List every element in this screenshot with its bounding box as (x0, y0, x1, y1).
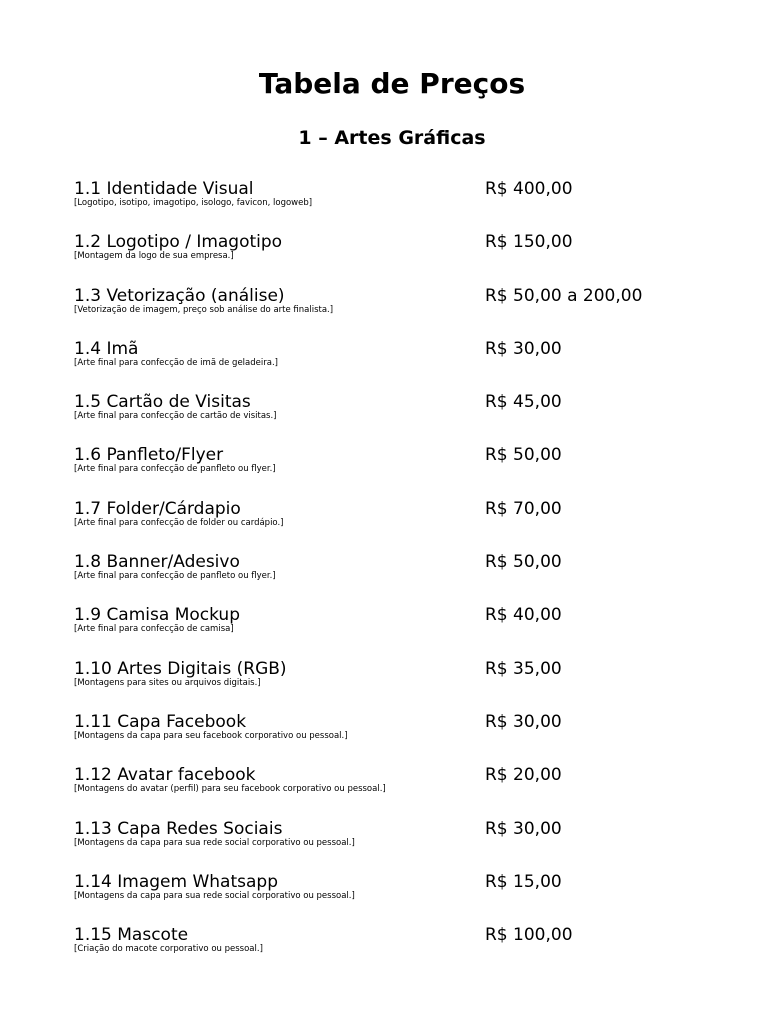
item-price: R$ 30,00 (485, 818, 562, 839)
item-price: R$ 100,00 (485, 925, 573, 946)
item-description: [Arte final para confecção de panfleto ou flyer.] (74, 464, 276, 475)
price-item (74, 924, 714, 977)
item-name: 1.12 Avatar facebook (74, 765, 256, 786)
item-price: R$ 50,00 a 200,00 (485, 285, 643, 306)
item-price: R$ 50,00 (485, 552, 562, 573)
item-description: [Arte final para confecção de camisa] (74, 624, 234, 635)
item-price: R$ 35,00 (485, 658, 562, 679)
item-description: [Montagens da capa para sua rede social corporativo ou pessoal.] (74, 837, 355, 848)
item-name: 1.9 Camisa Mockup (74, 605, 240, 626)
item-price: R$ 15,00 (485, 871, 562, 892)
item-price: R$ 400,00 (485, 179, 573, 199)
price-item (74, 391, 714, 444)
item-name: 1.2 Logotipo / Imagotipo (74, 232, 283, 253)
price-item (74, 764, 714, 817)
item-name: 1.13 Capa Redes Sociais (74, 818, 283, 839)
item-price: R$ 20,00 (485, 765, 562, 786)
item-name: 1.11 Capa Facebook (74, 711, 247, 732)
item-price: R$ 70,00 (485, 498, 562, 519)
price-item (74, 871, 714, 924)
item-description: [Vetorização de imagem, preço sob análise do arte finalista.] (74, 304, 334, 315)
section-title: 1 – Artes Gráficas (298, 127, 486, 149)
item-name: 1.5 Cartão de Visitas (74, 392, 251, 413)
item-price: R$ 30,00 (485, 711, 562, 732)
item-name: 1.7 Folder/Cárdapio (74, 498, 241, 519)
item-description: [Logotipo, isotipo, imagotipo, isologo, favicon, logoweb] (74, 198, 313, 208)
item-description: [Montagem da logo de sua empresa.] (74, 251, 234, 262)
item-name: 1.14 Imagem Whatsapp (74, 871, 278, 892)
item-description: [Montagens do avatar (perfil) para seu facebook corporativo ou pessoal.] (74, 784, 386, 795)
price-item (74, 658, 714, 711)
item-price: R$ 40,00 (485, 605, 562, 626)
price-item (74, 551, 714, 604)
item-price: R$ 45,00 (485, 392, 562, 413)
item-name: 1.15 Mascote (74, 925, 189, 946)
item-name: 1.3 Vetorização (análise) (74, 285, 285, 306)
item-name: 1.4 Imã (74, 338, 139, 359)
page-title: Tabela de Preços (258, 67, 526, 100)
price-item (74, 178, 714, 231)
price-item (74, 818, 714, 871)
item-description: [Arte final para confecção de cartão de visitas.] (74, 411, 277, 422)
price-item (74, 231, 714, 284)
price-item (74, 604, 714, 657)
item-price: R$ 150,00 (485, 232, 573, 253)
item-description: [Criação do macote corporativo ou pessoal.] (74, 944, 263, 955)
item-name: 1.6 Panfleto/Flyer (74, 445, 224, 466)
item-description: [Arte final para confecção de folder ou cardápio.] (74, 517, 284, 528)
item-description: [Montagens da capa para seu facebook corporativo ou pessoal.] (74, 730, 348, 741)
price-item (74, 285, 714, 338)
item-price: R$ 50,00 (485, 445, 562, 466)
price-item (74, 498, 714, 551)
item-description: [Arte final para confecção de panfleto ou flyer.] (74, 571, 276, 582)
item-description: [Arte final para confecção de imã de geladeira.] (74, 357, 278, 368)
item-name: 1.8 Banner/Adesivo (74, 552, 240, 573)
item-price: R$ 30,00 (485, 338, 562, 359)
price-item (74, 444, 714, 497)
item-description: [Montagens da capa para sua rede social corporativo ou pessoal.] (74, 890, 355, 901)
price-item (74, 711, 714, 764)
item-name: 1.10 Artes Digitais (RGB) (74, 658, 287, 679)
item-description: [Montagens para sites ou arquivos digitais.] (74, 677, 261, 688)
item-name: 1.1 Identidade Visual (74, 179, 254, 199)
price-item (74, 338, 714, 391)
price-list (74, 178, 714, 977)
